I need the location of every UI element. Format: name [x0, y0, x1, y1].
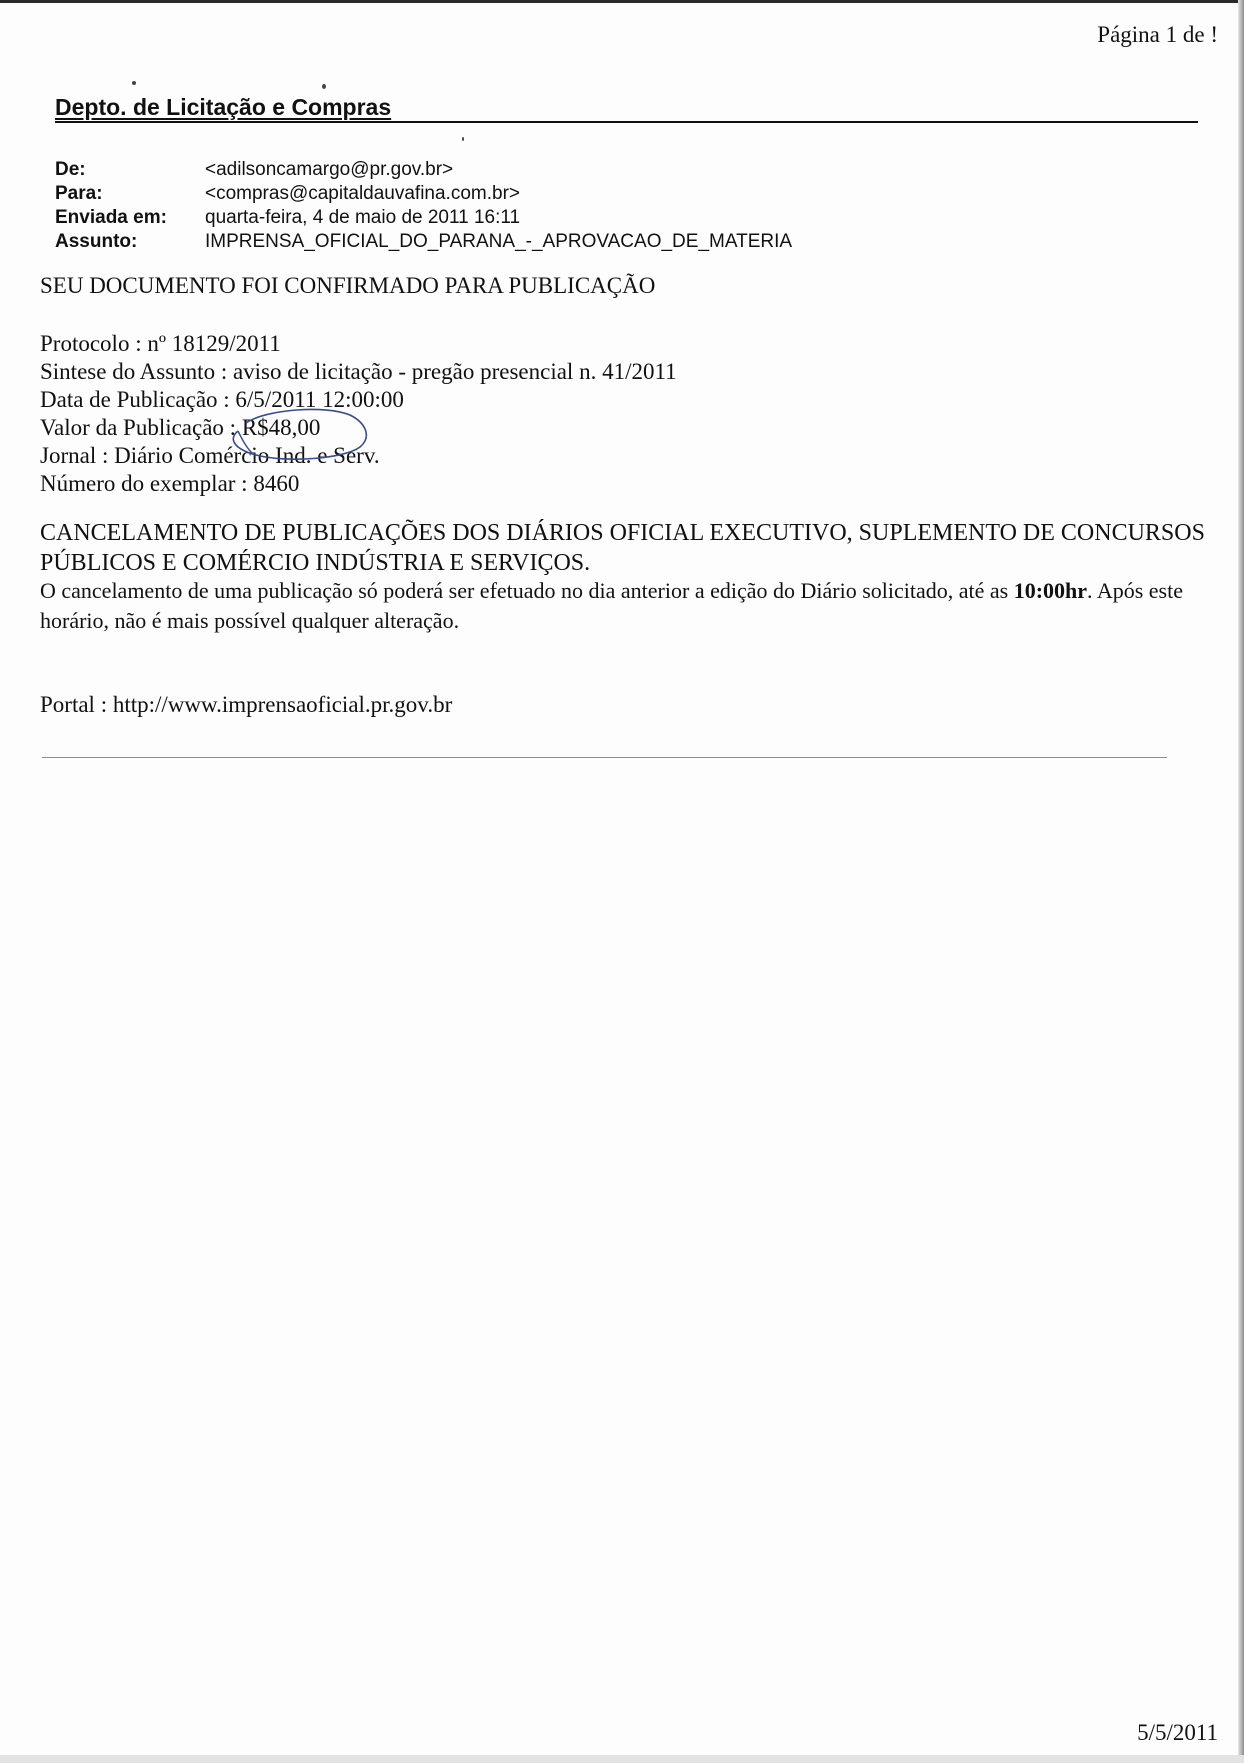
scan-speck [322, 84, 326, 89]
header-row-subject [55, 230, 792, 254]
header-row-to [55, 182, 792, 206]
sent-label: Enviada em: [55, 207, 167, 228]
header-row-sent [55, 206, 792, 230]
header-row-from [55, 158, 792, 182]
subject-value: IMPRENSA_OFICIAL_DO_PARANA_-_APROVACAO_DE_MATERIA [205, 231, 793, 252]
publication-date-line: Data de Publicação : 6/5/2011 12:00:00 [40, 387, 404, 412]
scan-edge-bottom [0, 1755, 1244, 1763]
handwritten-circle [226, 403, 372, 465]
scan-speck [462, 137, 464, 141]
sent-value: quarta-feira, 4 de maio de 2011 16:11 [205, 207, 521, 228]
cancellation-body-start: O cancelamento de uma publicação só poderá ser efetuado no dia anterior a edição do Diário solicitado, até as [40, 578, 1014, 603]
cancellation-deadline: 10:00hr [1013, 578, 1088, 603]
confirmation-heading: SEU DOCUMENTO FOI CONFIRMADO PARA PUBLICAÇÃO [40, 273, 656, 298]
scan-edge-top [0, 0, 1244, 3]
scan-edge-right [1238, 0, 1244, 1763]
print-date: 5/5/2011 [1137, 1720, 1218, 1745]
to-value: <compras@capitaldauvafina.com.br> [205, 183, 521, 204]
subject-summary-line: Sintese do Assunto : aviso de licitação - pregão presencial n. 41/2011 [40, 359, 677, 384]
protocol-line: Protocolo : nº 18129/2011 [40, 331, 281, 356]
newspaper-line: Jornal : Diário Comércio Ind. e Serv. [40, 443, 380, 468]
cancellation-title: CANCELAMENTO DE PUBLICAÇÕES DOS DIÁRIOS OFICIAL EXECUTIVO, SUPLEMENTO DE CONCURSOS PÚBLICOS E COMÉRCIO INDÚSTRIA E SERVIÇOS. [40, 520, 1205, 576]
cancellation-body [40, 576, 1210, 636]
cancellation-body-end: . Após este horário, não é mais possível qualquer alteração. [40, 578, 1183, 633]
portal-line: Portal : http://www.imprensaoficial.pr.gov.br [40, 692, 453, 717]
to-label: Para: [55, 183, 103, 204]
subject-label: Assunto: [55, 231, 138, 252]
email-headers [55, 158, 792, 254]
bottom-rule [42, 757, 1167, 758]
from-label: De: [55, 159, 86, 180]
scan-speck [132, 81, 136, 85]
page-number: Página 1 de ! [1097, 22, 1218, 47]
org-title: Depto. de Licitação e Compras [55, 94, 392, 120]
title-rule [55, 121, 1198, 123]
from-value: <adilsoncamargo@pr.gov.br> [205, 159, 454, 180]
issue-number-line: Número do exemplar : 8460 [40, 471, 300, 496]
publication-value-line: Valor da Publicação : R$48,00 [40, 415, 321, 440]
